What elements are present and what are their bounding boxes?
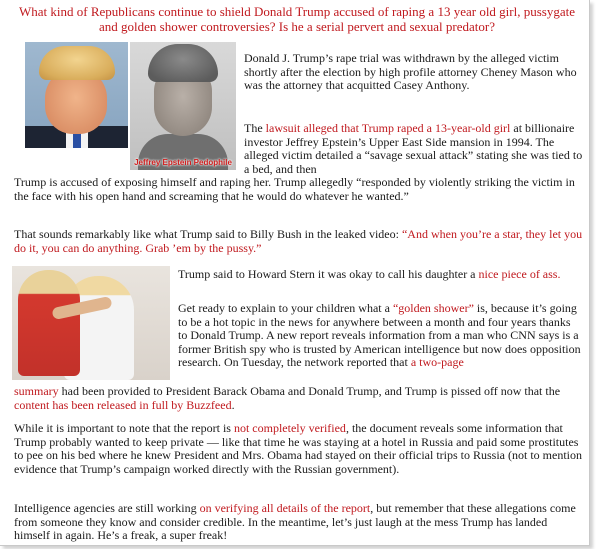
epstein-portrait-image — [130, 42, 236, 170]
text: Trump said to Howard Stern it was okay to call his daughter a — [178, 267, 479, 281]
quote: “And when you’re a star, they let you do it, you can do anything. Grab ’em by the pussy.” — [14, 227, 583, 255]
text: had been provided to President Barack Obama and Donald Trump, and Trump is pissed off now that the — [58, 384, 561, 398]
nice-piece-link[interactable]: nice piece of ass. — [478, 267, 561, 281]
paragraph-billy-bush — [14, 228, 586, 255]
paragraph-lawsuit-continued: Trump is accused of exposing himself and raping her. Trump allegedly “responded by violently striking the victim in the face with his open hand and screaming that he would do whatever he wanted.” — [14, 175, 575, 203]
headline: What kind of Republicans continue to shield Donald Trump accused of raping a 13 year old girl, pussygate and golden shower controversies? Is he a serial pervert and sexual predator? — [19, 4, 575, 34]
lawsuit-link[interactable]: lawsuit — [265, 121, 301, 135]
text: at billionaire investor Jeffrey Epstein’s Upper East Side mansion in 1994. The alleged victim detailed a “savage sexual attack” stating she was tied to a bed, and then — [244, 121, 583, 176]
paragraph-rape-trial: Donald J. Trump’s rape trial was withdrawn by the alleged victim shortly after the election by high profile attorney Cheney Mason who was the attorney that acquitted Casey Anthony. — [244, 51, 577, 92]
hair-shape — [39, 46, 115, 80]
two-page-summary-link[interactable]: a two-page — [410, 355, 464, 369]
allegation-link[interactable]: alleged that Trump raped a 13-year-old girl — [303, 121, 511, 135]
golden-shower-link[interactable]: “golden shower” — [392, 301, 474, 315]
paragraph-golden-shower-continued — [14, 385, 586, 412]
text: , the document reveals some information that Trump probably wanted to keep private — like that time he was staying at a hotel in Russia and paid some prostitutes to pee on his bed where he knew President and Mrs. Obama had stayed on their official trips to Russia (not to mention evidence that Trump’s campaign worked directly with the Russian government). — [14, 421, 582, 476]
hair-shape — [148, 44, 218, 82]
paragraph-golden-shower — [178, 302, 582, 370]
text: . — [231, 397, 235, 412]
summary-link[interactable]: summary — [14, 384, 59, 398]
text: The — [244, 121, 266, 135]
text: is, because it’s going to be a hot topic in the news for anywhere between a month and four years thanks to Donald Trump. A new report reveals information from a man who CNN says is a former British spy who is trusted by American intelligence but now does opposition research. On Tuesday, the network reported that — [178, 301, 581, 369]
text: Intelligence agencies are still working — [14, 501, 200, 515]
woman-shape — [18, 270, 80, 376]
paragraph-howard-stern — [178, 268, 582, 282]
text: While it is important to note that the report is — [14, 421, 234, 435]
trump-portrait-image — [25, 42, 128, 148]
paragraph-report — [14, 422, 586, 476]
text: That sounds remarkably like what Trump said to Billy Bush in the leaked video: — [14, 227, 402, 241]
image-caption: Jeffrey Epstein Pedophile — [134, 158, 232, 167]
couple-photo-image — [12, 266, 170, 380]
text: Get ready to explain to your children what a — [178, 301, 393, 315]
paragraph-intelligence — [14, 502, 586, 543]
buzzfeed-link[interactable]: content has been released in full by Buzzfeed — [14, 397, 232, 412]
verifying-link[interactable]: on verifying all details of the report — [199, 501, 371, 515]
paragraph-lawsuit — [244, 122, 584, 176]
not-verified-link[interactable]: not completely verified — [233, 421, 346, 435]
text: , but remember that these allegations come from someone they know and consider credible. In the meantime, let’s just laugh at the mess Trump has landed himself in again. He’s a freak, a super freak! — [14, 501, 576, 542]
